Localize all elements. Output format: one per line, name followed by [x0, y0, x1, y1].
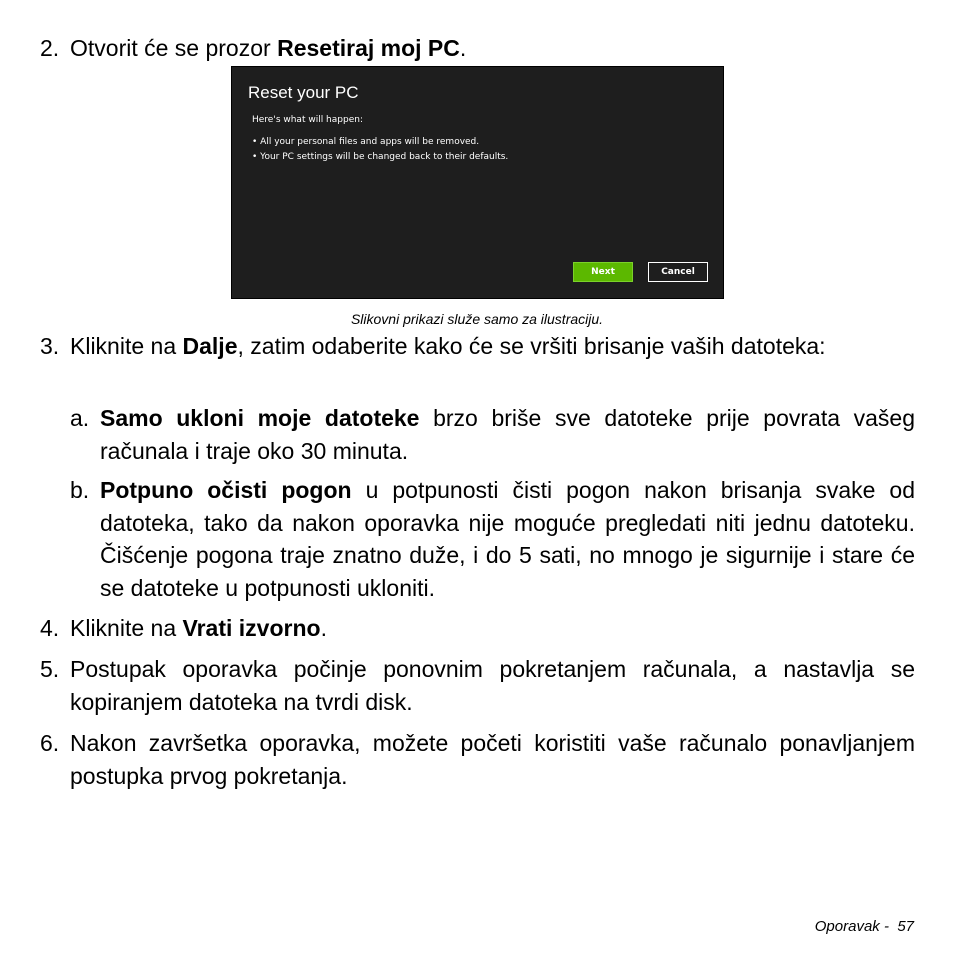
step-5-number: 5.	[40, 656, 60, 682]
step-4-text: Kliknite na Vrati izvorno.	[70, 615, 327, 641]
step-3a-text: Samo ukloni moje datoteke brzo briše sve datoteke prije povrata vašeg računala i traje oko 30 minuta.	[100, 405, 915, 464]
step-3a-letter: a.	[70, 405, 90, 431]
step-3-text: Kliknite na Dalje, zatim odaberite kako će se vršiti brisanje vaših datoteka:	[70, 333, 826, 359]
step-4-number: 4.	[40, 615, 60, 641]
step-2-text: Otvorit će se prozor Resetiraj moj PC.	[70, 35, 467, 61]
step-3b-letter: b.	[70, 477, 90, 503]
step-2-number: 2.	[40, 35, 60, 61]
reset-pc-screenshot	[231, 66, 724, 299]
step-3-number: 3.	[40, 333, 60, 359]
step-3b-text: Potpuno očisti pogon u potpunosti čisti pogon nakon brisanja svake od datoteka, tako da nakon oporavka nije moguće pregledati niti jednu datoteku. Čišćenje pogona traje znatno duže, i do 5 sati, no mnogo je sigurnije i stare će se datoteke u potpunosti ukloniti.	[100, 477, 915, 601]
step-5-text: Postupak oporavka počinje ponovnim pokretanjem računala, a nastavlja se kopiranjem datoteka na tvrdi disk.	[70, 656, 915, 715]
reset-title: Reset your PC	[248, 83, 359, 102]
reset-bullet-files: • All your personal files and apps will be removed.	[252, 137, 480, 147]
page-footer	[815, 918, 914, 935]
window-name: Resetiraj moj PC	[277, 35, 460, 61]
option-remove-files: Samo ukloni moje datoteke	[100, 405, 420, 431]
footer-section: Oporavak -	[814, 918, 889, 935]
option-clean-drive: Potpuno očisti pogon	[100, 477, 352, 503]
next-button: Next	[573, 262, 633, 282]
reset-bullet-settings: • Your PC settings will be changed back to their defaults.	[252, 152, 509, 162]
dalje-label: Dalje	[182, 333, 238, 359]
figure-caption: Slikovni prikazi služe samo za ilustraciju.	[350, 311, 604, 327]
cancel-button: Cancel	[648, 262, 708, 282]
vrati-izvorno-label: Vrati izvorno	[182, 615, 321, 641]
reset-subtitle: Here's what will happen:	[252, 115, 363, 125]
step-6-text: Nakon završetka oporavka, možete početi koristiti vaše računalo ponavljanjem postupka prvog pokretanja.	[70, 730, 915, 789]
page-number: 57	[897, 918, 914, 935]
step-6-number: 6.	[40, 730, 60, 756]
